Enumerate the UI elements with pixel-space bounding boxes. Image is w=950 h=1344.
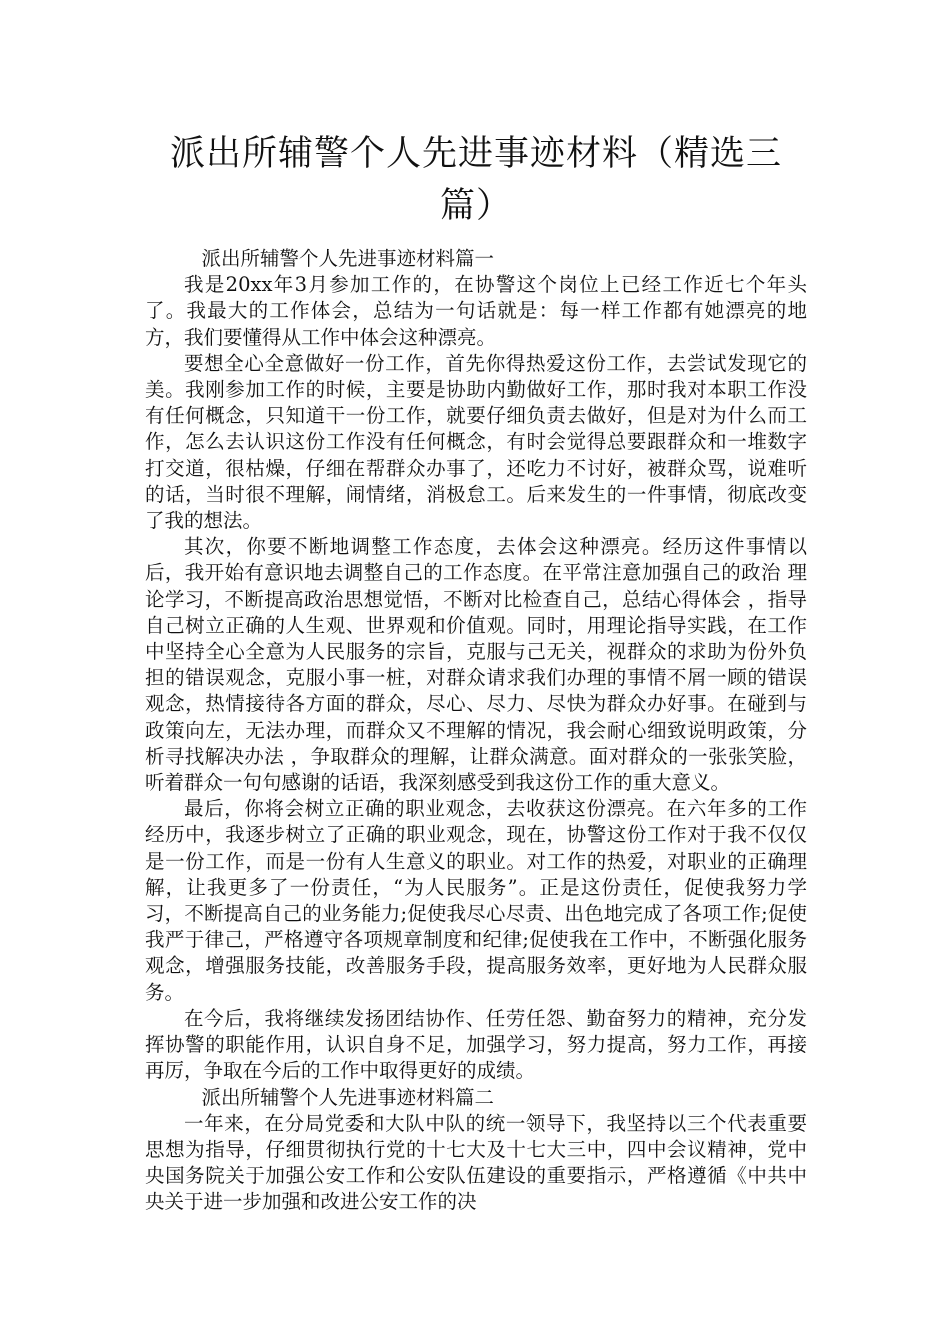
document-title: 派出所辅警个人先进事迹材料（精选三篇） [169,134,782,226]
paragraph: 最后，你将会树立正确的职业观念，去收获这份漂亮。在六年多的工作经历中，我逐步树立了正确的职业观念，现在，协警这份工作对于我不仅仅是一份工作，而是一份有人生意义的职业。对工作的热爱，对职业的正确理解，让我更多了一份责任，“为人民服务”。正是这份责任，促使我努力学习，不断提高自己的业务能力;促使我尽心尽责、出色地完成了各项工作;促使我严于律己，严格遵守各项规章制度和纪律;促使我在工作中，不断强化服务观念，增强服务技能，改善服务手段，提高服务效率，更好地为人民群众服务。 [145,797,807,1004]
section-heading-2: 派出所辅警个人先进事迹材料篇二 [201,1085,495,1109]
section-heading-1: 派出所辅警个人先进事迹材料篇一 [201,247,495,270]
paragraph: 我是20xx年3月参加工作的，在协警这个岗位上已经工作近七个年头了。我最大的工作体会，总结为一句话就是：每一样工作都有她漂亮的地方，我们要懂得从工作中体会这种漂亮。 [145,273,807,349]
paragraph: 其次，你要不断地调整工作态度，去体会这种漂亮。经历这件事情以后，我开始有意识地去调整自己的工作态度。在平常注意加强自己的政治 理论学习，不断提高政治思想觉悟，不断对比检查自己，总结心得体会 ，指导自己树立正确的人生观、世界观和价值观。同时，用理论指导实践，在工作中坚持全心全意为人民服务的宗旨，克服与己无关，视群众的求助为份外负担的错误观念，克服小事一桩，对群众请求我们办理的事情不屑一顾的错误观念，热情接待各方面的群众，尽心、尽力、尽快为群众办好事。在碰到与政策向左，无法办理，而群众又不理解的情况，我会耐心细致说明政策，分析寻找解决办法 ，争取群众的理解，让群众满意。面对群众的一张张笑脸，听着群众一句句感谢的话语，我深刻感受到我这份工作的重大意义。 [145,535,807,795]
paragraph: 在今后，我将继续发扬团结协作、任劳任怨、勤奋努力的精神，充分发挥协警的职能作用，认识自身不足，加强学习，努力提高，努力工作，再接再厉，争取在今后的工作中取得更好的成绩。 [145,1006,807,1083]
paragraph: 要想全心全意做好一份工作，首先你得热爱这份工作，去尝试发现它的美。我刚参加工作的时候，主要是协助内勤做好工作，那时我对本职工作没有任何概念，只知道干一份工作，就要仔细负责去做好，但是对为什么而工作，怎么去认识这份工作没有任何概念，有时会觉得总要跟群众和一堆数字打交道，很枯燥，仔细在帮群众办事了，还吃力不讨好，被群众骂，说难听的话，当时很不理解，闹情绪，消极怠工。后来发生的一件事情，彻底改变了我的想法。 [145,351,807,533]
paragraph: 一年来，在分局党委和大队中队的统一领导下，我坚持以三个代表重要思想为指导，仔细贯彻执行党的十七大及十七大三中，四中会议精神，党中央国务院关于加强公安工作和公安队伍建设的重要指示，严格遵循《中共中央关于进一步加强和改进公安工作的决 [145,1111,807,1214]
document-body [145,246,807,1216]
